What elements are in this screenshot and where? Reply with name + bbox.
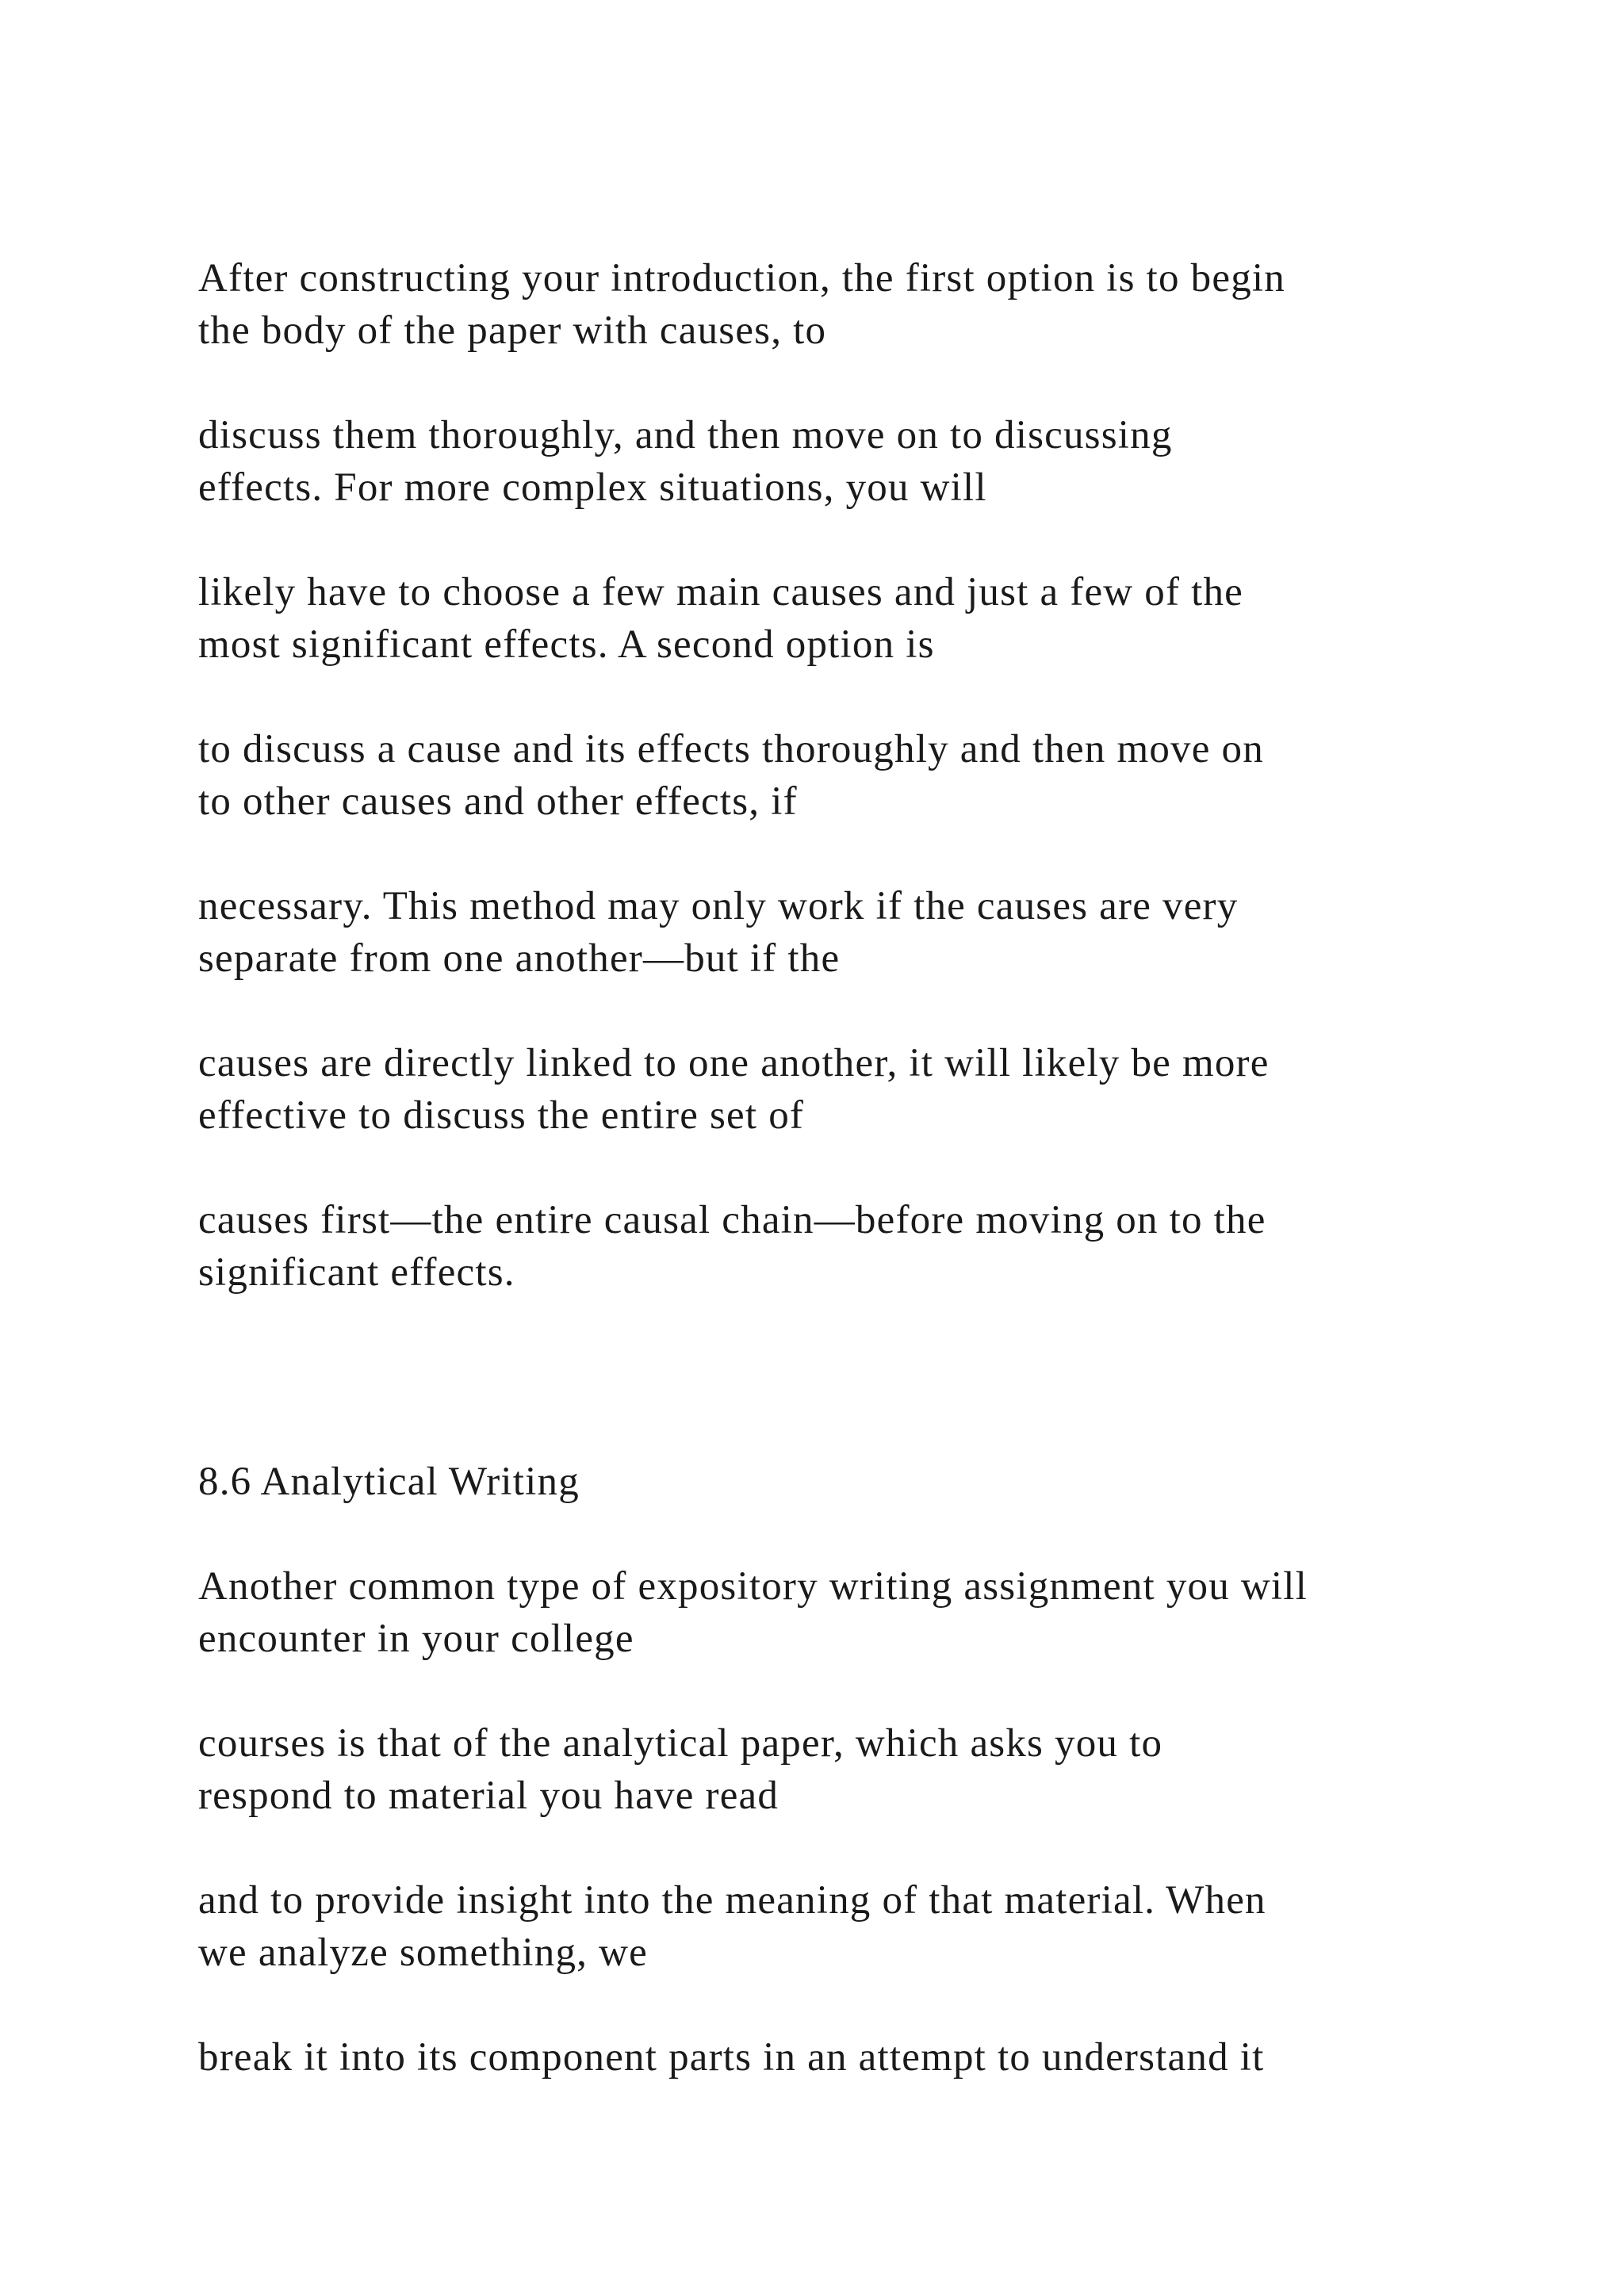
paragraph xyxy=(198,880,1507,985)
text-line: causes are directly linked to one another, it will likely be more xyxy=(198,1041,1270,1085)
text-line: to other causes and other effects, if xyxy=(198,779,798,824)
text-line: we analyze something, we xyxy=(198,1931,648,1975)
paragraph xyxy=(198,252,1507,357)
paragraph xyxy=(198,1717,1507,1822)
text-line: courses is that of the analytical paper, which asks you to xyxy=(198,1721,1163,1766)
paragraph xyxy=(198,566,1507,671)
text-line: to discuss a cause and its effects thoroughly and then move on xyxy=(198,727,1264,771)
text-line: significant effects. xyxy=(198,1250,515,1295)
text-line: effects. For more complex situations, you will xyxy=(198,465,987,510)
text-line: causes first—the entire causal chain—before moving on to the xyxy=(198,1198,1266,1242)
paragraph xyxy=(198,1874,1507,1979)
text-line: and to provide insight into the meaning of that material. When xyxy=(198,1878,1266,1923)
text-line: necessary. This method may only work if the causes are very xyxy=(198,884,1239,928)
paragraph xyxy=(198,1560,1507,1665)
text-line: discuss them thoroughly, and then move on to discussing xyxy=(198,413,1173,457)
paragraph xyxy=(198,1037,1507,1142)
text-line: break it into its component parts in an attempt to understand it xyxy=(198,2035,1265,2080)
paragraph xyxy=(198,1194,1507,1299)
section-heading xyxy=(198,1456,1507,1508)
text-line: respond to material you have read xyxy=(198,1774,779,1818)
text-line: encounter in your college xyxy=(198,1617,634,1661)
text-line: most significant effects. A second option is xyxy=(198,622,935,667)
text-line: the body of the paper with causes, to xyxy=(198,308,827,353)
paragraph xyxy=(198,723,1507,828)
text-line: likely have to choose a few main causes and just a few of the xyxy=(198,570,1244,614)
paragraph xyxy=(198,2031,1507,2084)
text-line: effective to discuss the entire set of xyxy=(198,1093,805,1138)
text-line: After constructing your introduction, the first option is to begin xyxy=(198,256,1285,300)
section-heading-text: 8.6 Analytical Writing xyxy=(198,1460,580,1504)
text-line: separate from one another—but if the xyxy=(198,936,841,981)
paragraph xyxy=(198,409,1507,514)
text-line: Another common type of expository writing assignment you will xyxy=(198,1564,1308,1609)
